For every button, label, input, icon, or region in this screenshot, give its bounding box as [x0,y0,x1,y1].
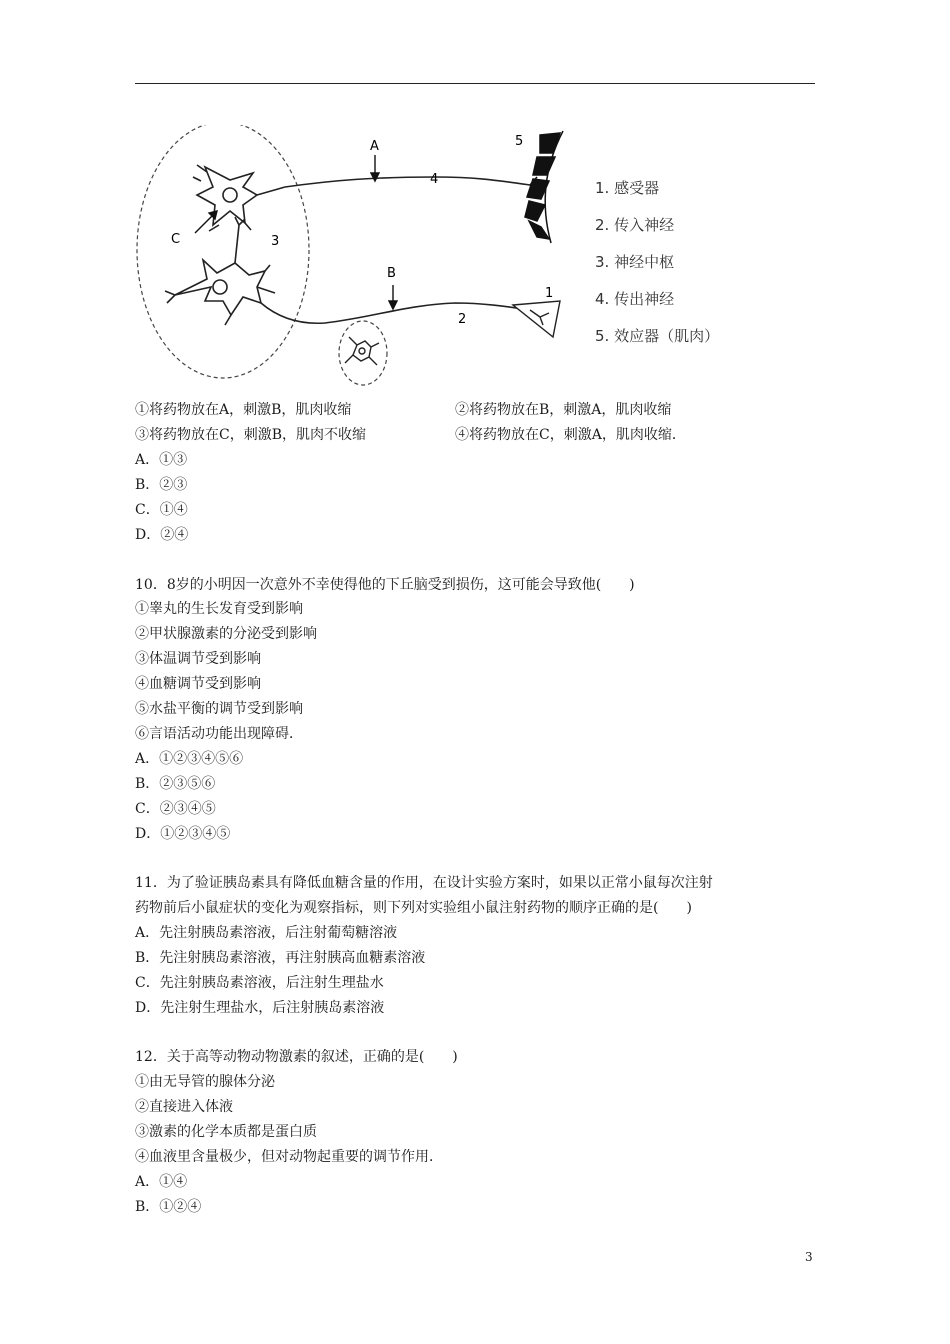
ganglion-cell [345,337,379,365]
q10-choice-d: D．①②③④⑤ [135,826,231,842]
q10-item-1: ①睾丸的生长发育受到影响 [135,601,303,617]
label-a: A [370,139,379,154]
label-b: B [387,266,396,281]
page-number: 3 [805,1250,813,1264]
label-c: C [171,232,181,247]
q12-item-4: ④血液里含量极少，但对动物起重要的调节作用． [135,1149,443,1165]
q11-choice-d: D．先注射生理盐水，后注射胰岛素溶液 [135,1000,385,1016]
label-2: 2 [458,312,467,327]
label-1: 1 [545,286,554,301]
arrow-a [371,155,379,181]
reflex-arc-figure [135,125,735,395]
label-4: 4 [430,172,439,187]
q9-statement-3: ③将药物放在C，刺激B，肌肉不收缩 [135,427,366,443]
label-3: 3 [271,234,280,249]
interneuron [165,217,530,325]
legend-item: 2. 传入神经 [595,216,675,234]
q9-statement-4: ④将药物放在C，刺激A，肌肉收缩． [455,427,686,443]
q10-item-6: ⑥言语活动功能出现障碍． [135,726,303,742]
q12-choice-a: A．①④ [135,1174,188,1190]
q10-item-5: ⑤水盐平衡的调节受到影响 [135,701,303,717]
q10-item-3: ③体温调节受到影响 [135,651,261,667]
header-rule [135,83,815,84]
q12-item-2: ②直接进入体液 [135,1099,233,1115]
legend-item: 5. 效应器（肌肉） [595,327,720,345]
q9-choice-c: C．①④ [135,502,188,518]
q12-stem: 12．关于高等动物动物激素的叙述，正确的是( ) [135,1049,458,1065]
label-5: 5 [515,134,524,149]
arrow-b [389,285,397,309]
q10-choice-a: A．①②③④⑤⑥ [135,751,244,767]
figure-legend [595,178,719,363]
nerve-center-oval [137,125,309,378]
q11-stem-line2: 药物前后小鼠症状的变化为观察指标，则下列对实验组小鼠注射药物的顺序正确的是( ) [135,900,692,916]
q9-choice-b: B．②③ [135,477,188,493]
q9-statement-2: ②将药物放在B，刺激A，肌肉收缩 [455,402,672,418]
q10-choice-c: C．②③④⑤ [135,801,216,817]
reflex-arc-diagram [135,125,595,395]
receptor [513,301,560,337]
q9-choice-d: D．②④ [135,527,189,543]
legend-item: 4. 传出神经 [595,290,675,308]
q10-choice-b: B．②③⑤⑥ [135,776,216,792]
q10-item-4: ④血糖调节受到影响 [135,676,261,692]
q9-statement-1: ①将药物放在A，刺激B，肌肉收缩 [135,402,352,418]
q11-choice-c: C．先注射胰岛素溶液，后注射生理盐水 [135,975,384,991]
q11-stem-line1: 11．为了验证胰岛素具有降低血糖含量的作用，在设计实验方案时，如果以正常小鼠每次注射 [135,875,713,891]
legend-item: 3. 神经中枢 [595,253,675,271]
q9-choice-a: A．①③ [135,452,188,468]
q11-choice-a: A．先注射胰岛素溶液，后注射葡萄糖溶液 [135,925,398,941]
q12-item-1: ①由无导管的腺体分泌 [135,1074,275,1090]
q12-item-3: ③激素的化学本质都是蛋白质 [135,1124,317,1140]
effector-muscle [525,131,563,243]
q11-choice-b: B．先注射胰岛素溶液，再注射胰高血糖素溶液 [135,950,426,966]
q10-item-2: ②甲状腺激素的分泌受到影响 [135,626,317,642]
q10-stem: 10．8岁的小明因一次意外不幸使得他的下丘脑受到损伤，这可能会导致他( ) [135,577,635,593]
q12-choice-b: B．①②④ [135,1199,202,1215]
legend-item: 1. 感受器 [595,179,660,197]
